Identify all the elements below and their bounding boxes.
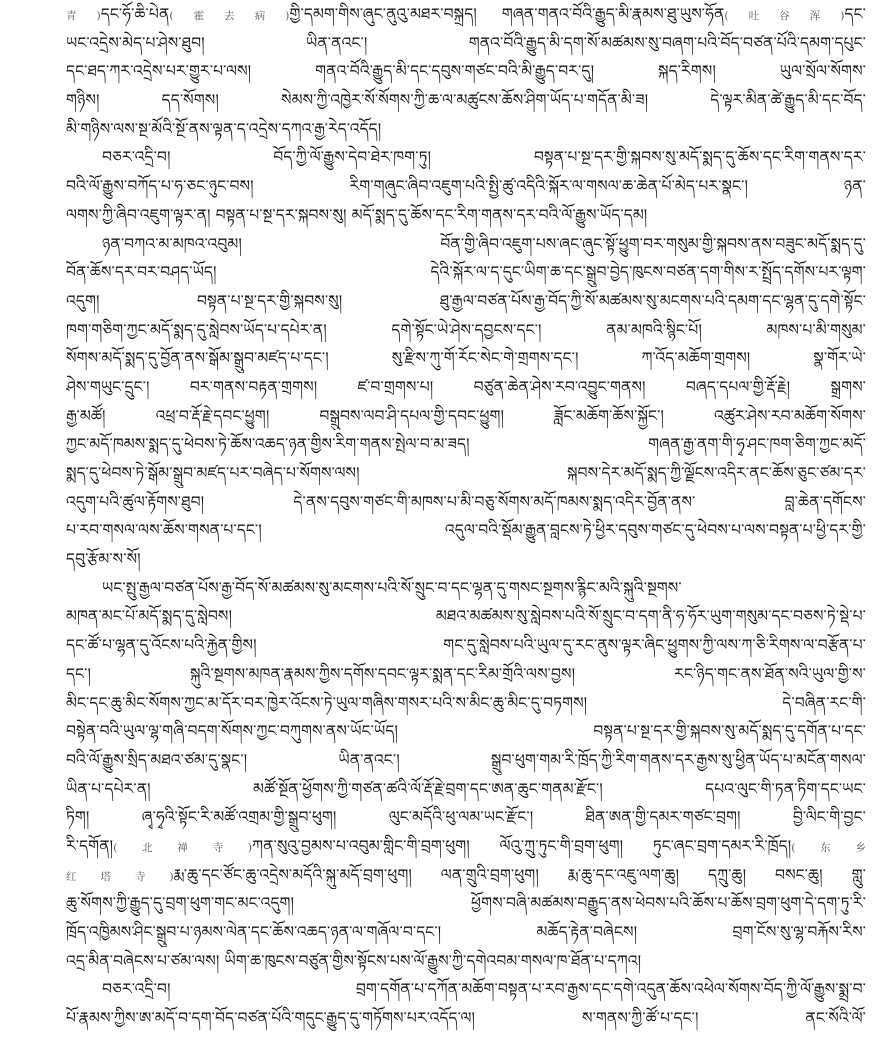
tibetan-text: བཅར་འདྲི་བ། བྲག་དགོན་པ་དཀོན་མཆོག་བསྟན་པ་རབ་རྒྱས་དང་དགེ་འདུན་ཆོས་འཕེལ་སོགས་བོད་ཀྱི་ལོ་རྒྱུས་སྨྲ་བ་ bbox=[102, 980, 866, 999]
tibetan-text: མི་གཉིས་ལས་སྔ་མོའི་སྔོ་ནས་ལྟན་ད་འདྲེས་དཀའ་རྒྱ་རེད་འདོད། bbox=[66, 119, 382, 138]
text-line bbox=[66, 230, 866, 259]
tibetan-text: བཅར་འདྲི་བ། བོད་ཀྱི་ལོ་རྒྱུས་དེབ་ཐེར་ཁག་ཏུ། བསྟན་པ་སྔ་དར་གྱི་སྐབས་སུ་མདོ་སྨད་དུ་ཆོས་དང་རིག་གནས་དར་ bbox=[102, 148, 866, 167]
tibetan-text: ཏིག། ཞྭ་ཧྭའི་སྟོང་རི་མཚོ་འགྲམ་གྱི་སྒྲུབ་ཕུག། ལུང་མདོའི་ཕུ་ལམ་ཡང་རྫོང་། ཐིན་ཨན་གྱི་དམར་གཙང་བྲག། བྱི་ལིང་གི་བྱང་ bbox=[66, 808, 866, 827]
tibetan-text: འདུག། བསྟན་པ་སྔ་དར་གྱི་སྐབས་སུ། ཐུ་རྒྱལ་བཙན་པོས་རྒྱ་བོད་ཀྱི་སོ་མཚམས་སུ་མངགས་པའི་དམག་དང་ལྷན་དུ་དགེ་སྟོང་ bbox=[66, 291, 866, 310]
tibetan-text: ཀྱང་མདོ་ཁམས་སྨད་དུ་ཕེབས་ཏེ་ཆོས་འཆད་ཉན་གྱིས་རིག་གནས་སྤེལ་བ་མ་ཟད། གཞན་རྒྱ་ནག་གི་ཧྭ་ཤང་ཁག་ཅིག་ཀྱང་མདོ་ bbox=[66, 435, 866, 454]
text-line bbox=[66, 344, 866, 373]
text-line bbox=[66, 918, 866, 947]
tibetan-text: པ་རབ་གསལ་ལས་ཆོས་གསན་པ་དང་། འདུལ་བའི་སྡོམ་རྒྱུན་བླངས་ཏེ་ཕྱིར་དབུས་གཙང་དུ་ཕེབས་པ་ལས་བསྟན་པ་ཕྱི་དར་གྱི་ bbox=[66, 521, 866, 540]
text-line bbox=[66, 861, 866, 890]
tibetan-text: པོ་རྣམས་ཀྱིས་ཨ་མདོ་བ་དག་བོད་བཙན་པོའི་གདུང་རྒྱུད་དུ་གཏོགས་པར་འདོད་ལ། ས་གནས་ཀྱི་ཚོ་པ་དང་། ནང་སོའི་ལོ་ bbox=[66, 1009, 866, 1028]
text-line bbox=[66, 545, 866, 574]
tibetan-text: ཡང་སྤུ་རྒྱལ་བཙན་པོས་རྒྱ་བོད་སོ་མཚམས་སུ་མངགས་པའི་སོ་སྲུང་བ་དང་ལྷན་དུ་གསང་སྔགས་རྙིང་མའི་སྐུའི་སྔགས་ bbox=[102, 578, 682, 597]
tibetan-text: ཤེས་གཡུང་དྲུང་། བར་གནས་བརྟན་གྲགས། ཛ་བ་གྲགས་པ། བཙུན་ཆེན་ཤེས་རབ་འབྱུང་གནས། བཞད་དཔལ་གྱི་རྡོ་རྗེ། སྒྲགས་ bbox=[66, 377, 866, 396]
tibetan-text: སྨད་དུ་ཕེབས་ཏེ་སྒོམ་སྒྲུབ་མཛད་པར་བཞེད་པ་སོགས་ལས། སྐབས་དེར་མདོ་སྨད་ཀྱི་ལྗོངས་འདིར་ནང་ཆོས་ཅུང་ཙམ་དར་ bbox=[66, 464, 866, 482]
tibetan-text: ཁྲོད་འཁྱིམས་ཤིང་སྒྲུབ་པ་ཉམས་ལེན་དང་ཆོས་འཆད་ཉན་ལ་གཞོལ་བ་དང་། མཆོད་རྟེན་བཞེངས། བྲག་ངོས་སུ་ལྷ་བརྐོས་རིས་ bbox=[66, 923, 866, 941]
tibetan-text: དང་ bbox=[844, 5, 866, 23]
chinese-annotation: (霍去病) bbox=[169, 10, 290, 22]
tibetan-text: དང་ཚོ་པ་ལྷན་དུ་འོངས་པའི་རྐྱེན་གྱིས། གང་དུ་སླེབས་པའི་ཡུལ་དུ་རང་ནུས་ལྟར་ཞིང་ཕྱུགས་ཀྱི་ལས་ཀ་ཅི་རིགས་ལ་བརྩོན་པ་ bbox=[66, 636, 866, 655]
tibetan-text: ཆུ་སོགས་ཀྱི་རྒྱུད་དུ་བྲག་ཕུག་གང་མང་འདུག། ཕྱོགས་བཞི་མཚམས་བརྒྱུད་ནས་ཕེབས་པའི་ཆོས་པ་ཆོས་བྲག་ཕུག་དེ་དག་ཏུ་རི་ bbox=[66, 894, 866, 913]
text-line bbox=[66, 689, 866, 718]
chinese-annotation: 青) bbox=[66, 10, 101, 22]
tibetan-text: ཉན་བཀའ་མ་མཁའ་འབུམ། བོན་གྱི་ཞིབ་འཇུག་པས་ཞང་ཞུང་སྟོ་ཕྱུག་བར་གསུམ་གྱི་སྐབས་ནས་བཟུང་མདོ་སྨད་དུ་ bbox=[102, 234, 866, 253]
tibetan-text: མཁན་མང་པོ་མདོ་སྨད་དུ་སླེབས། མཐའ་མཚམས་སུ་སླེབས་པའི་སོ་སྲུང་བ་དག་ནི་ཧ་ཧོར་ཡུག་གསུམ་དང་བཅས་ཏེ་སྡེ་པ་ bbox=[66, 607, 866, 626]
tibetan-text: མིང་དང་ཆུ་མིང་སོགས་ཀྱང་མ་དོར་བར་ཁྱེར་འོངས་ཏེ་ཡུལ་གཞིས་གསར་པའི་ས་མིང་ཆུ་མིང་དུ་བཏགས། དེ་བཞིན་རང་གི་ bbox=[66, 693, 866, 712]
text-line bbox=[66, 143, 866, 172]
text-line bbox=[66, 430, 866, 459]
tibetan-text: རྨ་ཆུ་དང་ཙོང་ཆུ་འདྲེས་མདོའི་སྐུ་མདོ་བྲག་ཕུག། ལན་གྲུའི་བྲག་ཕུག། རྨ་ཆུ་དང་འཇུ་ལག་ཆུ། དཀྲུ་ཆུ། བསང་ཆུ། གླུ་ bbox=[173, 865, 866, 884]
text-line bbox=[66, 1004, 866, 1033]
tibetan-text: རྒྱ་མཚོ། འཕྲ་བ་རྡོ་རྗེ་དབང་ཕྱུག། བསྒྲུབས་ལབ་ཤི་དཔལ་གྱི་དབང་ཕྱུག། ཟློང་མཆོག་ཆོས་སྐྱོང་། འཚུར་ཤེས་རབ་མཆོག་སོགས་ bbox=[66, 406, 866, 425]
text-line bbox=[66, 0, 866, 29]
tibetan-text: དང་ཐད་ཀར་འདྲེས་པར་གྱུར་པ་ལས། གནའ་བོའི་རྒྱུད་མི་དང་དབུས་གཙང་བའི་མི་རྒྱུད་བར་དུ། སྐད་རིགས། ཡུལ་སྲོལ་སོགས་ bbox=[66, 62, 866, 81]
document-page bbox=[66, 0, 866, 1033]
text-line bbox=[66, 516, 866, 545]
text-line bbox=[66, 57, 866, 86]
text-line bbox=[66, 373, 866, 402]
tibetan-text: བའི་ལོ་རྒྱུས་སྲིད་མཐའ་ཙམ་དུ་སྣང་། ཡིན་ནའང་། སྒྲུབ་ཕུག་གམ་རི་ཁྲོད་ཀྱི་རིག་གནས་དར་རྒྱས་སུ་ཕྱིན་ཡོད་པ་མངོན་གསལ་ bbox=[66, 750, 866, 769]
text-line bbox=[66, 775, 866, 804]
text-line bbox=[66, 287, 866, 316]
chinese-annotation: 红塔寺) bbox=[66, 870, 174, 883]
text-line bbox=[66, 488, 866, 517]
text-line bbox=[66, 402, 866, 431]
tibetan-text: ཡིན་པ་དཔེར་ན། མཚོ་སྔོན་ཕྱོགས་ཀྱི་གཙན་ཚའི་ལོ་རྡོ་རྗེ་བྲག་དང་ཨན་ཆུང་གནམ་རྫོང་། དཔའ་ལུང་གི་ཏན་ཏིག་དང་ཡང་ bbox=[66, 779, 866, 798]
tibetan-text: འདྲ་མིན་བཞེངས་པ་ཙམ་ལས། ཡིག་ཆ་ཁུངས་བཙུན་གྱིས་སྟོངས་པས་ལོ་རྒྱུས་ཀྱི་དགེའབམ་གསལ་ཁ་ཐོན་པ་དཀའ། bbox=[66, 951, 642, 970]
text-line bbox=[66, 574, 866, 603]
tibetan-text: རི་དགོན། bbox=[66, 836, 114, 855]
text-line bbox=[66, 115, 866, 144]
tibetan-text: དང་ཧོ་ཆི་པེན bbox=[100, 5, 170, 23]
tibetan-text: ལགས་ཀྱི་ཞིབ་འཇུག་ལྟར་ན། བསྟན་པ་སྔ་དར་སྐབས་སུ། མདོ་སྨད་དུ་ཆོས་དང་རིག་གནས་དར་བའི་ལོ་རྒྱུས་ཡོད་དམ། bbox=[66, 205, 648, 224]
text-line bbox=[66, 631, 866, 660]
tibetan-text: གཉིས། དད་སོགས། སེམས་ཀྱི་འཁྱེར་སོ་སོགས་ཀྱི་ཆ་ལ་མཚུངས་ཆོས་ཤིག་ཡོད་པ་གདོན་མི་ཟ། དེ་ལྟར་མིན་ཚེ་རྒྱུད་མི་དང་བོད་ bbox=[66, 91, 866, 110]
text-line bbox=[66, 316, 866, 345]
tibetan-text: ཀན་སུའུ་བྱམས་པ་འབུམ་གླིང་གི་བྲག་ཕུག། ལོའུ་ཀྲུ་ཏུང་གི་བྲག་ཕུག། ཏུང་ཞང་བྲག་དམར་རི་ཁྲོད། bbox=[252, 836, 792, 855]
text-line bbox=[66, 889, 866, 918]
tibetan-text: གྱི་དམག་གིས་ཞུང་ནུའུ་མཐར་བསྐྲད། གཞན་གནའ་བོའི་རྒྱུད་མི་རྣམས་ཐུ་ཡུས་ཧོན bbox=[289, 5, 725, 23]
text-line bbox=[66, 29, 866, 58]
chinese-annotation: (北禅寺) bbox=[113, 841, 253, 854]
text-line bbox=[66, 86, 866, 115]
tibetan-text: བའི་ལོ་རྒྱུས་བཀོད་པ་ཧ་ཅང་ཉུང་བས། རིག་གཞུང་ཞིབ་འཇུག་པའི་སྤྱི་ཚུ་འདིའི་སྐོར་ལ་གསལ་ཆ་ཆེན་པོ་མེད་པར་སྣང་། ཉན་ bbox=[66, 177, 866, 196]
tibetan-text: བོན་ཆོས་དར་བར་བཤད་ཡོད། དེའི་སྐོར་ལ་ད་དུང་ཡིག་ཆ་དང་སྒྲུབ་བྱེད་ཁུངས་བཙན་དག་གིས་ར་སྤྲོད་དགོས་པར་ལྟག་ bbox=[66, 263, 866, 282]
text-line bbox=[66, 172, 866, 201]
text-line bbox=[66, 201, 866, 230]
tibetan-text: དང་། སྐུའི་སྔགས་མཁན་རྣམས་ཀྱིས་དགོས་དབང་ལྟར་སྨན་དང་རིམ་གྲོའི་ལས་བྱས། རང་ཉིད་གང་ནས་ཐོན་སའི་ཡུལ་གྱི་ས་ bbox=[66, 664, 866, 683]
text-line bbox=[66, 717, 866, 746]
text-line bbox=[66, 832, 866, 861]
text-line bbox=[66, 803, 866, 832]
text-line bbox=[66, 602, 866, 631]
tibetan-text: སོགས་མདོ་སྨད་དུ་བྱོན་ནས་སྒོམ་སྒྲུབ་མཛད་པ་དང་། སུ་རྫིས་ཀུ་གོ་རོང་སེང་གེ་གྲགས་དང་། ཀ་འོད་མཆོག་གྲགས། སྣ་གོར་ཡེ་ bbox=[66, 349, 866, 368]
tibetan-text: ཁག་གཅིག་ཀྱང་མདོ་སྨད་དུ་སླེབས་ཡོད་པ་དཔེར་ན། དགེ་སྟོང་ཡེ་ཤེས་དབྱངས་དང་། ནམ་མཁའི་སྙིང་པོ། མཁས་པ་མི་གསུམ་ bbox=[66, 320, 866, 339]
text-line bbox=[66, 459, 866, 488]
chinese-annotation: (东乡 bbox=[791, 841, 866, 854]
text-line bbox=[66, 258, 866, 287]
chinese-annotation: (吐谷浑) bbox=[724, 10, 845, 22]
tibetan-text: ཡང་འདྲེས་མེད་པ་ཤེས་ཐུབ། ཡིན་ནའང་། གནའ་བོའི་རྒྱུད་མི་དག་སོ་མཚམས་སུ་བཞག་པའི་བོད་བཙན་པོའི་དམག་དཔུང་ bbox=[66, 33, 866, 52]
tibetan-text: དབུ་རྩོམ་ས་སོ། bbox=[66, 550, 141, 569]
text-line bbox=[66, 746, 866, 775]
text-line bbox=[66, 947, 866, 976]
tibetan-text: བསྟེན་བའི་ཡུལ་ལྷ་གཞི་བདག་སོགས་ཀྱང་བཀུགས་ནས་ཡོང་ཡོད། བསྟན་པ་སྔ་དར་གྱི་སྐབས་སུ་མདོ་སྨད་དུ་དགོན་པ་དང་ bbox=[66, 722, 866, 741]
text-line bbox=[66, 975, 866, 1004]
text-line bbox=[66, 660, 866, 689]
tibetan-text: འདུག་པའི་ཚུལ་རྟོགས་ཐུབ། དེ་ནས་དབུས་གཙང་གི་མཁས་པ་མི་བཅུ་སོགས་མདོ་ཁམས་སྨད་འདིར་བྱོན་ནས་ བླ་ཆེན་དགོངས་ bbox=[66, 492, 866, 511]
